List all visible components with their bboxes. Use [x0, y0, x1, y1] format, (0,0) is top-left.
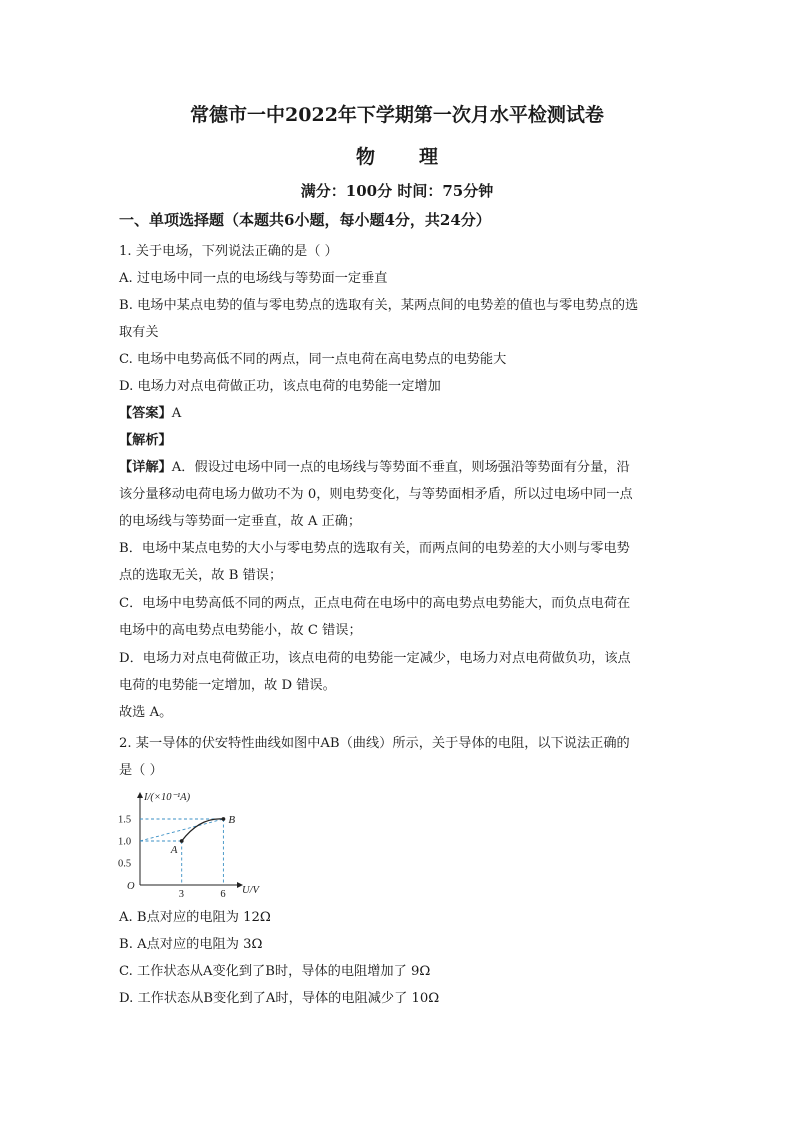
data-points [170, 814, 236, 856]
q1-option-b-line1: B. 电场中某点电势的值与零电势点的选取有关，某两点间的电势差的值也与零电势点的选 [119, 298, 639, 313]
tangent-line [140, 819, 223, 841]
subject-char-2: 理 [419, 146, 439, 168]
q2-option-a: A. B点对应的电阻为 12Ω [119, 910, 271, 925]
detail-tag: 【详解】 [119, 460, 172, 475]
q1-explanation-a-line3: 的电场线与等势面一定垂直，故 A 正确； [119, 514, 362, 529]
curve-ab [182, 819, 224, 841]
q1-explanation-d-line2: 电荷的电势能一定增加，故 D 错误。 [119, 678, 336, 693]
q2-option-b: B. A点对应的电阻为 3Ω [119, 937, 263, 952]
q1-option-d: D. 电场力对点电荷做正功，该点电荷的电势能一定增加 [119, 379, 441, 394]
q2-stem-line1: 2. 某一导体的伏安特性曲线如图中AB（曲线）所示，关于导体的电阻，以下说法正确的 [119, 736, 630, 751]
subject-char-1: 物 [355, 146, 375, 168]
point-label-b: B [228, 814, 236, 826]
guide-lines [140, 819, 223, 885]
q1-option-a: A. 过电场中同一点的电场线与等势面一定垂直 [119, 271, 388, 286]
q2-option-d: D. 工作状态从B变化到了A时，导体的电阻减少了 10Ω [119, 991, 440, 1006]
y-axis-label: I/(×10⁻¹A) [144, 792, 191, 803]
x-tick-label: 6 [220, 889, 226, 900]
q1-conclusion: 故选 A。 [119, 705, 173, 720]
q1-explanation-b-line2: 点的选取无关，故 B 错误； [119, 568, 283, 583]
y-tick-label: 0.5 [118, 858, 132, 870]
x-tick-label: 3 [178, 889, 184, 900]
q1-stem: 1. 关于电场，下列说法正确的是（ ） [119, 244, 338, 259]
q2-option-c: C. 工作状态从A变化到了B时，导体的电阻增加了 9Ω [119, 964, 431, 979]
y-tick-label: 1.0 [118, 836, 132, 848]
q1-explanation-c-line1: C．电场中电势高低不同的两点，正点电荷在电场中的高电势点电势能大，而负点电荷在 [119, 596, 631, 611]
q1-option-c: C. 电场中电势高低不同的两点，同一点电荷在高电势点的电势能大 [119, 352, 507, 367]
subject-title [0, 142, 794, 169]
iv-characteristic-chart [112, 785, 282, 900]
q1-explanation-c-line2: 电场中的高电势点电势能小，故 C 错误； [119, 623, 362, 638]
answer-tag: 【答案】 [119, 406, 172, 421]
q1-answer [119, 406, 181, 422]
origin-label: O [127, 881, 135, 892]
score-time: 满分：100分 时间：75分钟 [300, 182, 494, 200]
q1-option-b-line2: 取有关 [119, 325, 159, 340]
q1-explanation-d-line1: D．电场力对点电荷做正功，该点电荷的电势能一定减少，电场力对点电荷做负功，该点 [119, 651, 631, 666]
y-tick-label: 1.5 [118, 814, 132, 826]
point-b [222, 817, 226, 821]
q1-explanation-b-line1: B．电场中某点电势的大小与零电势点的选取有关，而两点间的电势差的大小则与零电势 [119, 541, 630, 556]
answer-value: A [171, 406, 182, 421]
point-label-a: A [170, 844, 178, 856]
x-axis-label: U/V [242, 885, 259, 896]
point-a [180, 839, 184, 843]
explanation-text: A．假设过电场中同一点的电场线与等势面不垂直，则场强沿等势面有分量，沿 [171, 460, 630, 475]
q2-stem-line2: 是（ ） [119, 763, 163, 778]
analysis-tag: 【解析】 [119, 433, 172, 448]
q1-explanation-a-line2: 该分量移动电荷电场力做功不为 0，则电势变化，与等势面相矛盾，所以过电场中同一点 [119, 487, 633, 502]
q1-explanation-a-line1 [119, 460, 630, 476]
exam-title: 常德市一中2022年下学期第一次月水平检测试卷 [190, 104, 604, 126]
section-heading: 一、单项选择题（本题共6小题，每小题4分，共24分） [119, 211, 491, 229]
